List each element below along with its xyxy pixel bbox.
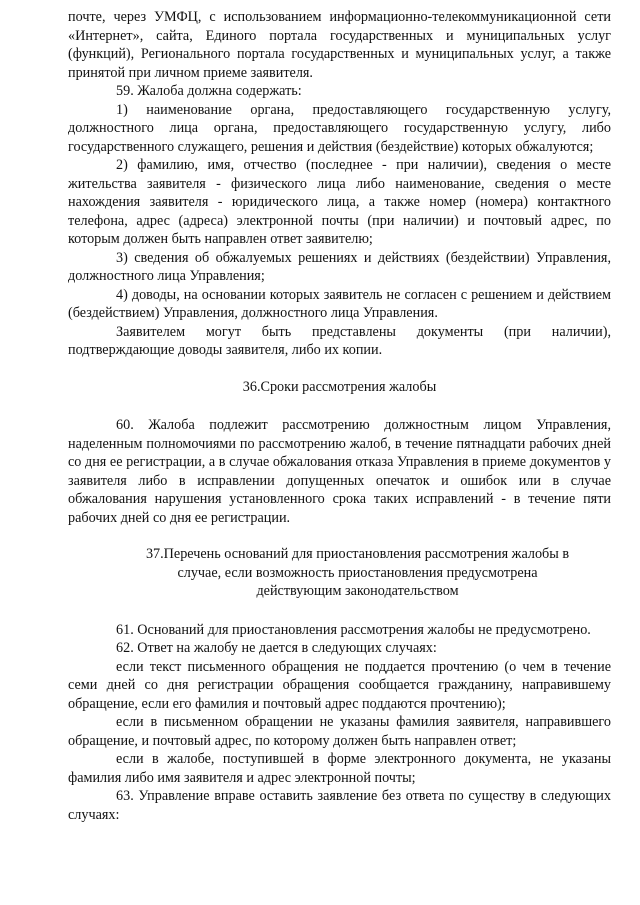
heading-37-line-1: 37.Перечень оснований для приостановления рассмотрения жалобы в xyxy=(145,546,570,562)
list-item-59-2: 2) фамилию, имя, отчество (последнее - при наличии), сведения о месте жительства заявителя - физического лица либо наименование, сведения о месте нахождения заявителя - юридического лица, а также номер (номера) контактного телефона, адрес (адреса) электронной почты (при наличии) и почтовый адрес, по которым должен быть направлен ответ заявителю; xyxy=(68,157,611,247)
paragraph-63: 63. Управление вправе оставить заявление без ответа по существу в следующих случаях: xyxy=(68,788,611,823)
section-heading-37 xyxy=(68,545,611,601)
heading-37-line-3: действующим законодательством xyxy=(256,583,459,599)
paragraph-59-documents: Заявителем могут быть представлены документы (при наличии), подтверждающие доводы заявителя, либо их копии. xyxy=(68,323,611,358)
paragraph-59: 59. Жалоба должна содержать: xyxy=(116,83,302,99)
paragraph-62-case-b: если в письменном обращении не указаны фамилия заявителя, направившего обращение, и почтовый адрес, по которому должен быть направлен ответ; xyxy=(68,714,611,749)
paragraph-intro: почте, через УМФЦ, с использованием информационно-телекоммуникационной сети «Интернет», сайта, Единого портала государственных и муниципальных услуг (функций), Регионального портала государственных и муниципальных услуг, а также принятой при личном приеме заявителя. xyxy=(68,9,611,81)
paragraph-61: 61. Оснований для приостановления рассмотрения жалобы не предусмотрено. xyxy=(116,621,591,638)
heading-37-line-2: случае, если возможность приостановления предусмотрена xyxy=(177,564,538,581)
paragraph-62-case-c: если в жалобе, поступившей в форме электронного документа, не указаны фамилия либо имя заявителя и адрес электронной почты; xyxy=(68,751,611,786)
list-item-59-3: 3) сведения об обжалуемых решениях и действиях (бездействии) Управления, должностного лица Управления; xyxy=(68,249,611,284)
list-item-59-4: 4) доводы, на основании которых заявитель не согласен с решением и действием (бездействием) Управления, должностного лица Управления. xyxy=(68,286,611,321)
paragraph-62-case-a: если текст письменного обращения не поддается прочтению (о чем в течение семи дней со дня регистрации обращения сообщается гражданину, направившему обращение, если его фамилия и почтовый адрес поддаются прочтению); xyxy=(68,658,611,712)
paragraph-60: 60. Жалоба подлежит рассмотрению должностным лицом Управления, наделенным полномочиями по рассмотрению жалоб, в течение пятнадцати рабочих дней со дня ее регистрации, а в случае обжалования отказа Управления в приеме документов у заявителя либо в исправлении допущенных опечаток и ошибок или в случае обжалования нарушения установленного срока таких исправлений - в течение пяти рабочих дней со дня ее регистрации. xyxy=(68,417,611,526)
paragraph-62: 62. Ответ на жалобу не дается в следующих случаях: xyxy=(116,640,437,656)
list-item-59-1: 1) наименование органа, предоставляющего государственную услугу, должностного лица органа, предоставляющего государственную услугу, либо государственного служащего, решения и действия (бездействие) которых обжалуются; xyxy=(68,101,611,155)
section-heading-36: 36.Сроки рассмотрения жалобы xyxy=(242,378,437,395)
